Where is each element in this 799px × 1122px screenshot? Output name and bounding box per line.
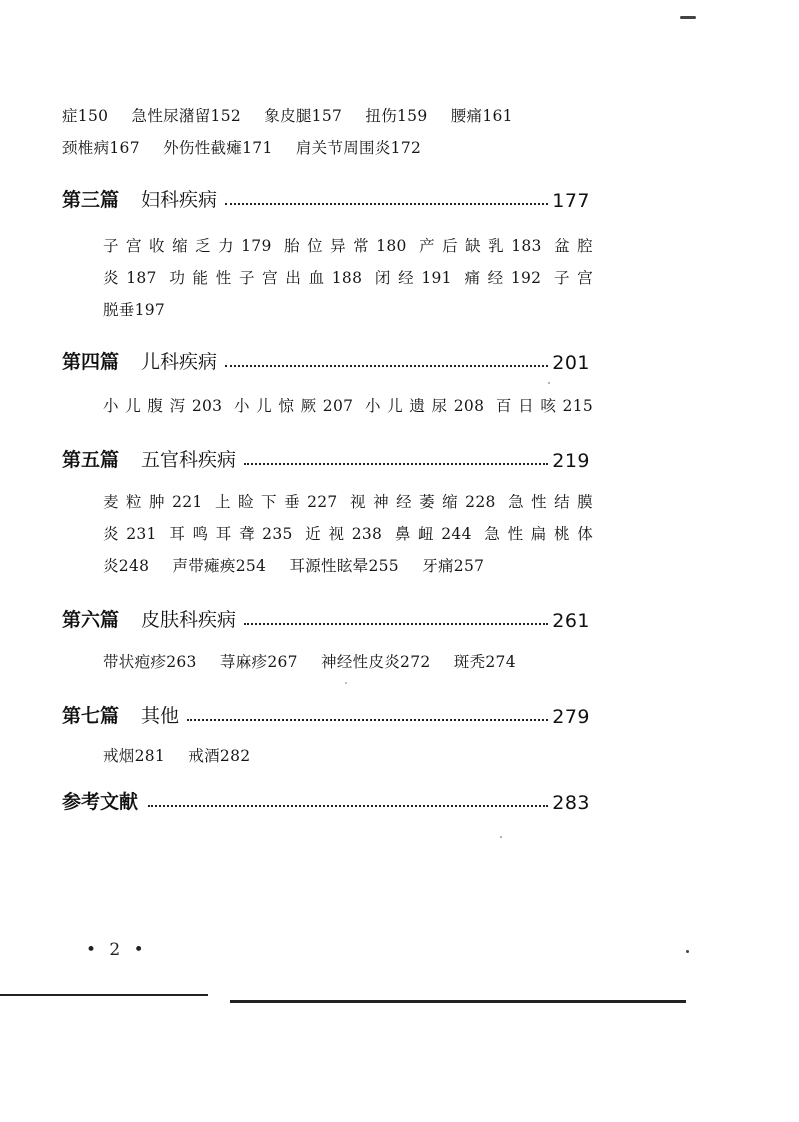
- toc-entry[interactable]: 痛经192: [464, 269, 542, 287]
- entry-line: [103, 518, 593, 550]
- toc-entry[interactable]: 小儿腹泻203: [103, 397, 223, 415]
- toc-entry[interactable]: 戒酒282: [188, 747, 251, 765]
- chapter-label: 第七篇: [62, 705, 120, 727]
- toc-entry[interactable]: 脱垂197: [103, 301, 166, 319]
- chapter-heading-6[interactable]: [62, 600, 590, 632]
- dot-leader: [225, 365, 548, 367]
- entry-line: [103, 550, 593, 582]
- bottom-rule-left: [0, 994, 208, 996]
- chapter-page-number: 279: [552, 706, 590, 728]
- toc-entry[interactable]: 急性扁桃体: [484, 525, 594, 543]
- entry-line: [103, 486, 593, 518]
- dot-leader: [187, 719, 548, 721]
- toc-entry[interactable]: 声带瘫痪254: [172, 557, 267, 575]
- toc-entry[interactable]: 耳源性眩晕255: [289, 557, 399, 575]
- chapter-heading-5[interactable]: [62, 440, 590, 472]
- dot-leader: [244, 463, 548, 465]
- chapter-heading-4[interactable]: [62, 342, 590, 374]
- entry-line: [103, 390, 593, 422]
- chapter-page-number: 219: [552, 450, 590, 472]
- toc-entry[interactable]: 百日咳215: [495, 397, 594, 415]
- toc-entry[interactable]: 症150: [62, 107, 109, 125]
- chapter-3-entries: [103, 230, 593, 326]
- toc-entry[interactable]: 象皮腿157: [264, 107, 343, 125]
- toc-entry[interactable]: 炎231: [103, 525, 157, 543]
- toc-entry[interactable]: 颈椎病167: [62, 139, 140, 157]
- dot-leader: [148, 805, 548, 807]
- chapter-label: 第三篇: [62, 189, 120, 211]
- toc-entry[interactable]: 耳鸣耳聋235: [169, 525, 293, 543]
- chapter-label: 第五篇: [62, 449, 120, 471]
- toc-entry[interactable]: 戒烟281: [103, 747, 166, 765]
- entry-line: [103, 262, 593, 294]
- chapter-title: 儿科疾病: [141, 351, 218, 373]
- toc-entry[interactable]: 外伤性截瘫171: [163, 139, 273, 157]
- toc-entry[interactable]: 牙痛257: [422, 557, 485, 575]
- chapter-page-number: 177: [552, 190, 590, 212]
- toc-entry[interactable]: 闭经191: [374, 269, 452, 287]
- entry-line: [62, 132, 592, 164]
- toc-entry[interactable]: 急性结膜: [508, 493, 593, 511]
- chapter-heading-3[interactable]: [62, 180, 590, 212]
- entry-line: [103, 294, 593, 326]
- chapter-page-number: 201: [552, 352, 590, 374]
- chapter-title: 妇科疾病: [141, 189, 218, 211]
- toc-entry[interactable]: 荨麻疹267: [219, 653, 298, 671]
- toc-entry[interactable]: 功能性子宫出血188: [169, 269, 363, 287]
- toc-entry[interactable]: 腰痛161: [450, 107, 513, 125]
- toc-entry[interactable]: 近视238: [305, 525, 383, 543]
- toc-entry[interactable]: 麦粒肿221: [103, 493, 203, 511]
- toc-entry[interactable]: 急性尿潴留152: [131, 107, 242, 125]
- chapter-title: 皮肤科疾病: [141, 609, 237, 631]
- toc-entry[interactable]: 上睑下垂227: [215, 493, 338, 511]
- chapter-page-number: 261: [552, 610, 590, 632]
- entry-line: [62, 100, 592, 132]
- entry-line: [103, 230, 593, 262]
- toc-entry[interactable]: 子宫: [554, 269, 594, 287]
- toc-entry[interactable]: 视神经萎缩228: [350, 493, 496, 511]
- toc-entry[interactable]: 小儿惊厥207: [233, 397, 354, 415]
- scan-speck: [686, 950, 689, 953]
- chapter-7-entries: [103, 740, 593, 772]
- references-page-number: 283: [552, 792, 590, 814]
- chapter-5-entries: [103, 486, 593, 582]
- entry-line: [103, 646, 593, 678]
- scan-speck: [345, 682, 347, 684]
- chapter-title: 五官科疾病: [141, 449, 237, 471]
- toc-entry[interactable]: 斑秃274: [453, 653, 516, 671]
- toc-entry[interactable]: 肩关节周围炎172: [295, 139, 422, 157]
- toc-entry[interactable]: 小儿遗尿208: [364, 397, 485, 415]
- toc-entry[interactable]: 鼻衄244: [394, 525, 472, 543]
- continuation-entries: [62, 100, 592, 164]
- references-label: 参考文献: [62, 791, 139, 813]
- toc-entry[interactable]: 盆腔: [554, 237, 593, 255]
- toc-entry[interactable]: 炎248: [103, 557, 150, 575]
- scan-speck: [500, 836, 502, 838]
- toc-entry[interactable]: 带状疱疹263: [103, 653, 197, 671]
- entry-line: [103, 740, 593, 772]
- chapter-4-entries: [103, 390, 593, 422]
- toc-entry[interactable]: 炎187: [103, 269, 157, 287]
- toc-entry[interactable]: 子宫收缩乏力179: [103, 237, 272, 255]
- chapter-title: 其他: [141, 705, 180, 727]
- toc-entry[interactable]: 产后缺乳183: [419, 237, 542, 255]
- chapter-label: 第四篇: [62, 351, 120, 373]
- scan-speck: [548, 382, 550, 384]
- references-heading[interactable]: [62, 782, 590, 814]
- chapter-6-entries: [103, 646, 593, 678]
- toc-entry[interactable]: 神经性皮炎272: [321, 653, 431, 671]
- chapter-label: 第六篇: [62, 609, 120, 631]
- dot-leader: [244, 623, 548, 625]
- scan-speck: [680, 16, 696, 19]
- dot-leader: [225, 203, 548, 205]
- chapter-heading-7[interactable]: [62, 696, 590, 728]
- page-number: • 2 •: [86, 940, 148, 960]
- bottom-rule-right: [230, 1000, 686, 1003]
- toc-entry[interactable]: 胎位异常180: [284, 237, 407, 255]
- toc-entry[interactable]: 扭伤159: [365, 107, 428, 125]
